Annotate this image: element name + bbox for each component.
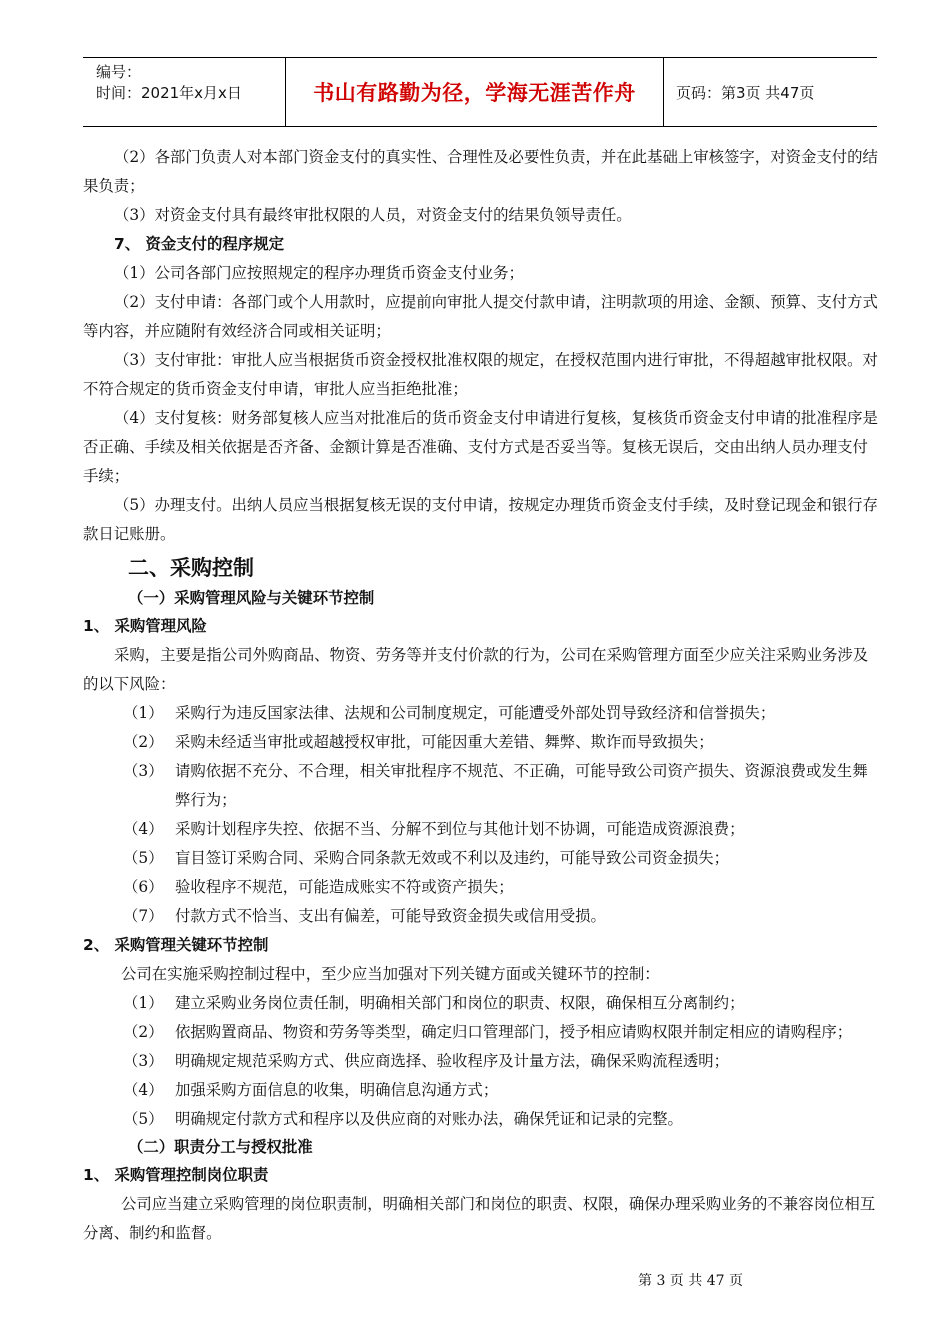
list-text: 付款方式不恰当、支出有偏差，可能导致资金损失或信用受损。 bbox=[175, 907, 606, 925]
list-text: 采购行为违反国家法律、法规和公司制度规定，可能遭受外部处罚导致经济和信誉损失； bbox=[175, 704, 776, 722]
subsection-heading: （一）采购管理风险与关键环节控制 bbox=[128, 589, 375, 607]
list-text: 采购未经适当审批或超越授权审批，可能因重大差错、舞弊、欺诈而导致损失； bbox=[175, 733, 714, 751]
list-number: （4） bbox=[123, 820, 164, 838]
list-text: 请购依据不充分、不合理，相关审批程序不规范、不正确，可能导致公司资产损失、资源浪费或发生舞弊行为； bbox=[175, 762, 868, 809]
list-item bbox=[83, 728, 879, 757]
item-heading: 2、 采购管理关键环节控制 bbox=[83, 936, 269, 954]
header-meta bbox=[83, 58, 285, 126]
list-text: 验收程序不规范，可能造成账实不符或资产损失； bbox=[175, 878, 514, 896]
list-item bbox=[83, 699, 879, 728]
doc-time-label: 时间：2021年x月x日 bbox=[96, 84, 242, 102]
list-text: 盲目签订采购合同、采购合同条款无效或不利以及违约，可能导致公司资金损失； bbox=[175, 849, 730, 867]
list-text: 明确规定付款方式和程序以及供应商的对账办法，确保凭证和记录的完整。 bbox=[175, 1110, 683, 1128]
paragraph: （5）办理支付。出纳人员应当根据复核无误的支付申请，按规定办理货币资金支付手续，及时登记现金和银行存款日记账册。 bbox=[83, 496, 878, 543]
list-text: 采购计划程序失控、依据不当、分解不到位与其他计划不协调，可能造成资源浪费； bbox=[175, 820, 745, 838]
list-text: 加强采购方面信息的收集，明确信息沟通方式； bbox=[175, 1081, 499, 1099]
list-number: （3） bbox=[123, 762, 164, 780]
list-number: （2） bbox=[123, 733, 164, 751]
list-item bbox=[83, 1105, 879, 1134]
item-heading: 1、 采购管理风险 bbox=[83, 617, 207, 635]
key-control-list bbox=[83, 989, 879, 1134]
list-item bbox=[83, 844, 879, 873]
list-number: （2） bbox=[123, 1023, 164, 1041]
header-page-label: 页码：第3页 共47页 bbox=[676, 83, 815, 102]
risk-list bbox=[83, 699, 879, 931]
list-text: 明确规定规范采购方式、供应商选择、验收程序及计量方法，确保采购流程透明； bbox=[175, 1052, 730, 1070]
paragraph: （2）各部门负责人对本部门资金支付的真实性、合理性及必要性负责，并在此基础上审核签字，对资金支付的结果负责； bbox=[83, 148, 878, 195]
list-item bbox=[83, 989, 879, 1018]
list-number: （7） bbox=[123, 907, 164, 925]
page-footer: 第 3 页 共 47 页 bbox=[638, 1273, 743, 1289]
paragraph: （3）对资金支付具有最终审批权限的人员，对资金支付的结果负领导责任。 bbox=[114, 206, 632, 224]
list-number: （6） bbox=[123, 878, 164, 896]
list-text: 依据购置商品、物资和劳务等类型，确定归口管理部门，授予相应请购权限并制定相应的请购程序； bbox=[175, 1023, 853, 1041]
list-number: （3） bbox=[123, 1052, 164, 1070]
header-motto-cell bbox=[285, 58, 664, 126]
list-item bbox=[83, 815, 879, 844]
page-header bbox=[83, 57, 877, 127]
list-item bbox=[83, 1047, 879, 1076]
list-item bbox=[83, 873, 879, 902]
paragraph: 公司应当建立采购管理的岗位职责制，明确相关部门和岗位的职责、权限，确保办理采购业务的不兼容岗位相互分离、制约和监督。 bbox=[83, 1195, 876, 1242]
list-number: （1） bbox=[123, 994, 164, 1012]
chapter-heading: 二、采购控制 bbox=[128, 556, 254, 580]
list-number: （5） bbox=[123, 1110, 164, 1128]
paragraph: （1）公司各部门应按照规定的程序办理货币资金支付业务； bbox=[114, 264, 524, 282]
paragraph: 公司在实施采购控制过程中，至少应当加强对下列关键方面或关键环节的控制： bbox=[121, 965, 660, 983]
item-heading: 1、 采购管理控制岗位职责 bbox=[83, 1166, 269, 1184]
header-motto: 书山有路勤为径，学海无涯苦作舟 bbox=[313, 81, 636, 105]
list-item bbox=[83, 1076, 879, 1105]
list-number: （4） bbox=[123, 1081, 164, 1099]
paragraph: （4）支付复核：财务部复核人应当对批准后的货币资金支付申请进行复核，复核货币资金支付申请的批准程序是否正确、手续及相关依据是否齐备、金额计算是否准确、支付方式是否妥当等。复核无误后，交由出纳人员办理支付手续； bbox=[83, 409, 878, 485]
header-page-cell bbox=[664, 58, 877, 126]
list-number: （1） bbox=[123, 704, 164, 722]
paragraph: （2）支付申请：各部门或个人用款时，应提前向审批人提交付款申请，注明款项的用途、金额、预算、支付方式等内容，并应随附有效经济合同或相关证明； bbox=[83, 293, 878, 340]
list-item bbox=[83, 902, 879, 931]
paragraph: （3）支付审批：审批人应当根据货币资金授权批准权限的规定，在授权范围内进行审批，不得超越审批权限。对不符合规定的货币资金支付申请，审批人应当拒绝批准； bbox=[83, 351, 878, 398]
list-number: （5） bbox=[123, 849, 164, 867]
list-item bbox=[83, 757, 879, 815]
section-heading-7: 7、 资金支付的程序规定 bbox=[114, 235, 284, 253]
subsection-heading: （二）职责分工与授权批准 bbox=[128, 1138, 313, 1156]
paragraph: 采购，主要是指公司外购商品、物资、劳务等并支付价款的行为，公司在采购管理方面至少应关注采购业务涉及的以下风险： bbox=[83, 646, 869, 693]
list-item bbox=[83, 1018, 879, 1047]
doc-number-label: 编号： bbox=[96, 63, 142, 81]
list-text: 建立采购业务岗位责任制，明确相关部门和岗位的职责、权限，确保相互分离制约； bbox=[175, 994, 745, 1012]
document-body bbox=[83, 143, 879, 1248]
